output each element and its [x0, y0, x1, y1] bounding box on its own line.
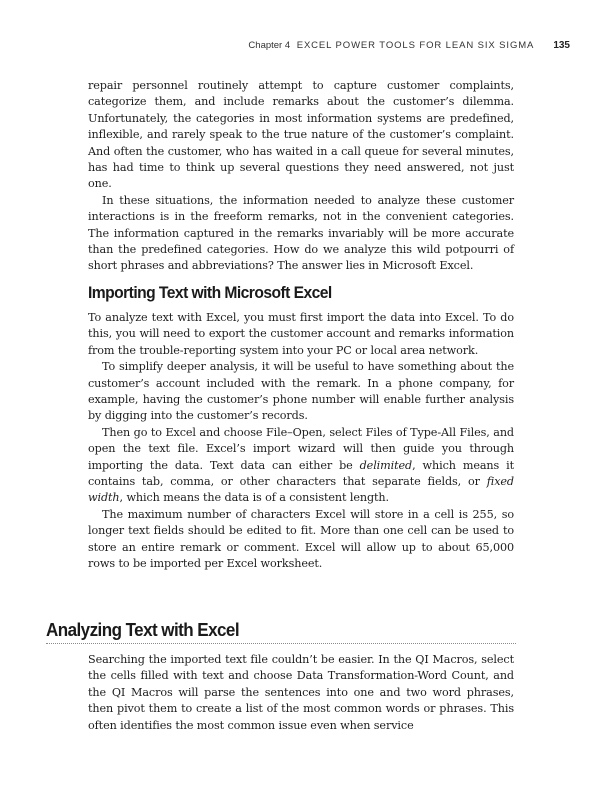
paragraph: The maximum number of characters Excel will store in a cell is 255, so longer text fields should be edited to fit. More than one cell can be used to store an entire remark or comment. Excel will allow up to about 65,000 rows to be imported per Excel worksheet.	[88, 507, 514, 571]
chapter-title: EXCEL POWER TOOLS FOR LEAN SIX SIGMA	[296, 40, 534, 51]
text-run: Then go to Excel and choose File–Open, select Files of Type-All Files, and open the text file. Excel’s import wizard will then guide you through importing the data. Text data can either be	[88, 425, 514, 472]
intro-text-block	[88, 78, 514, 275]
chapter-label: Chapter 4	[248, 40, 291, 51]
importing-text-block	[88, 310, 514, 573]
text-run: , which means it contains tab, comma, or other characters that separate fields, or	[88, 458, 514, 489]
section-heading-importing-text: Importing Text with Microsoft Excel	[88, 283, 332, 302]
paragraph: To analyze text with Excel, you must first import the data into Excel. To do this, you will need to export the customer account and remarks information from the trouble-reporting system into your PC or local area network.	[88, 311, 514, 357]
text-run: , which means the data is of a consistent length.	[119, 491, 389, 505]
heading-dotted-rule	[46, 643, 516, 644]
section-heading-analyzing-text: Analyzing Text with Excel	[46, 619, 240, 640]
running-head	[248, 40, 570, 51]
paragraph	[88, 425, 514, 507]
paragraph: repair personnel routinely attempt to capture customer complaints, categorize them, and include remarks about the customer’s dilemma. Unfortunately, the categories in most information systems are predefined, inflexible, and rarely speak to the true nature of the customer’s complaint. And often the customer, who has waited in a call queue for several minutes, has had time to think up several questions they need answered, not just one.	[88, 79, 514, 191]
paragraph: To simplify deeper analysis, it will be useful to have something about the customer’s account included with the remark. In a phone company, for example, having the customer’s phone number will enable further analysis by digging into the customer’s records.	[88, 360, 514, 423]
paragraph: In these situations, the information needed to analyze these customer interactions is in the freeform remarks, not in the convenient categories. The information captured in the remarks invariably will be more accurate than the predefined categories. How do we analyze this wild potpourri of short phrases and abbreviations? The answer lies in Microsoft Excel.	[88, 193, 514, 273]
paragraph: Searching the imported text file couldn’t be easier. In the QI Macros, select the cells filled with text and choose Data Transformation-Word Count, and the QI Macros will parse the sentences into one and two word phrases, then pivot them to create a list of the most common words or phrases. This often identifies the most common issue even when service	[88, 653, 514, 732]
analyzing-text-block	[88, 652, 514, 734]
page-number: 135	[553, 40, 570, 51]
emphasis-delimited: delimited	[359, 458, 413, 472]
emphasis-fixed-width: fixed width	[88, 475, 514, 505]
